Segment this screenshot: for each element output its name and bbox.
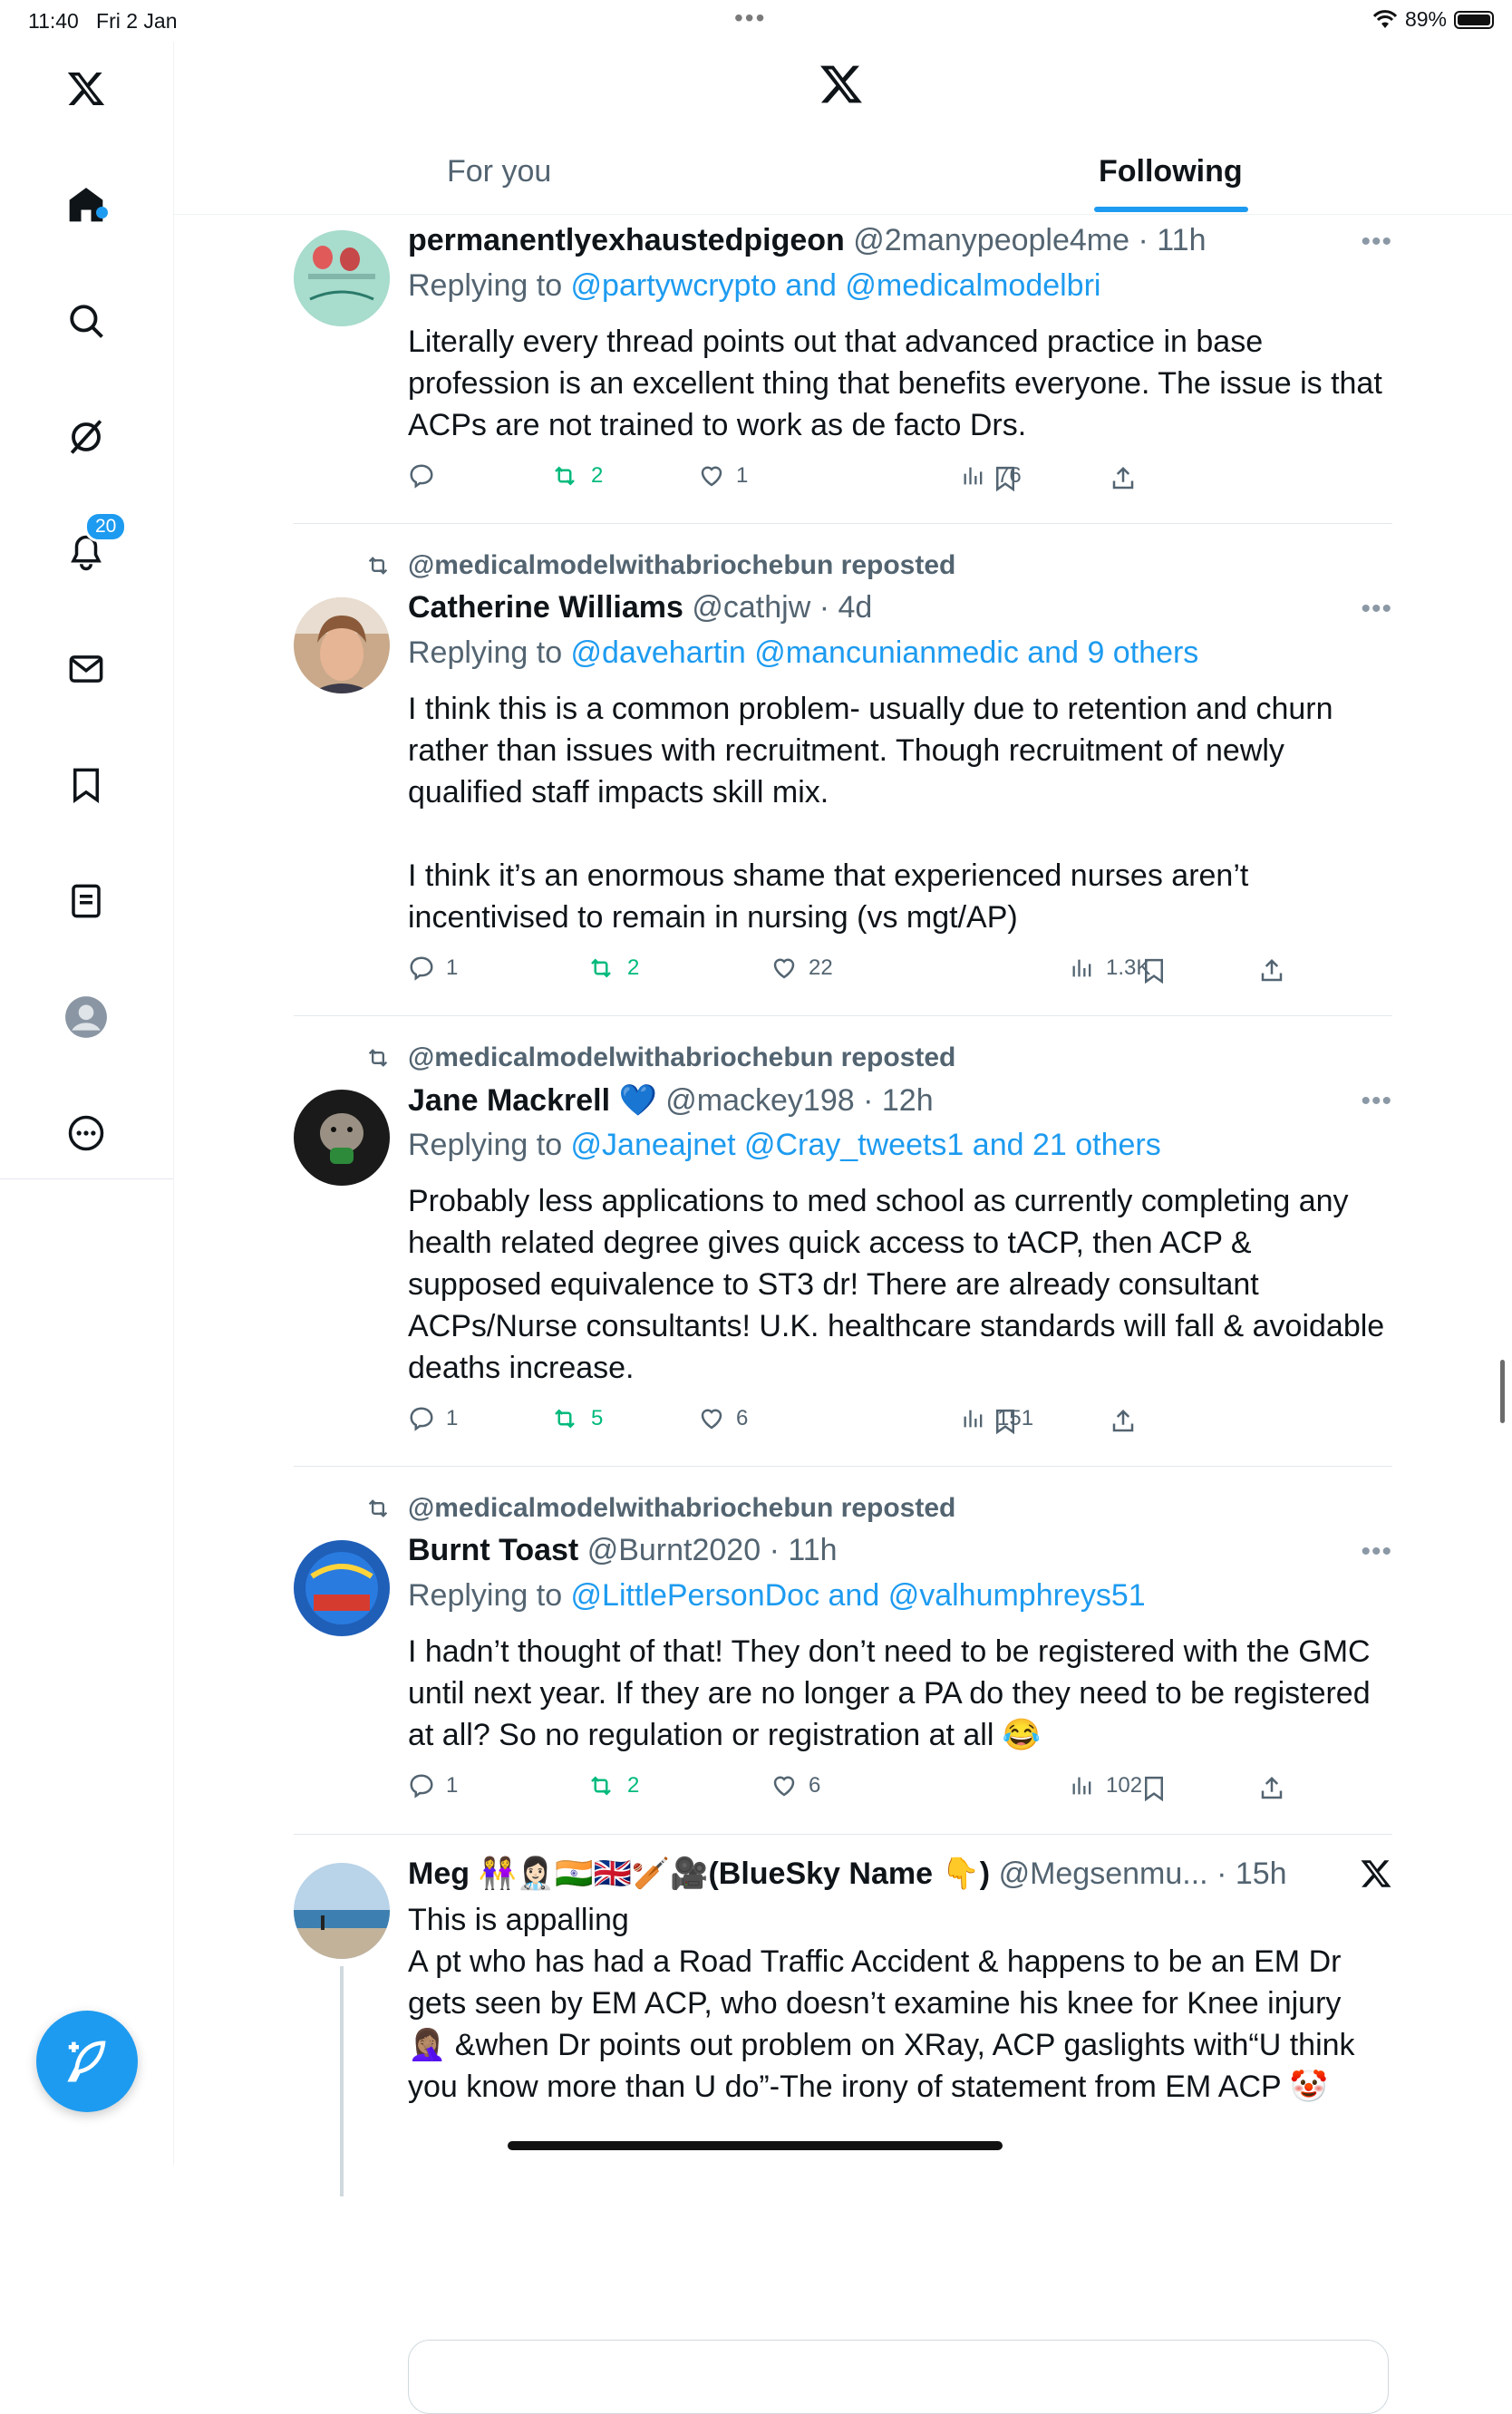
tweet-actions — [408, 1405, 1133, 1441]
search-icon[interactable] — [57, 292, 115, 350]
author-handle[interactable]: @Burnt2020 — [586, 1533, 761, 1567]
views-icon — [961, 462, 986, 490]
sidebar — [0, 42, 174, 2165]
author-name[interactable]: permanentlyexhaustedpigeon — [408, 223, 845, 257]
views-button[interactable]: 1.3K — [1070, 955, 1150, 982]
bookmark-button[interactable] — [1140, 1774, 1168, 1808]
tweet-time[interactable]: · 15h — [1216, 1857, 1287, 1891]
tweet-actions — [408, 462, 1133, 499]
tweet[interactable] — [294, 214, 1392, 524]
x-logo-icon[interactable] — [57, 60, 115, 118]
author-handle[interactable]: @2manypeople4me — [853, 223, 1130, 257]
tweet-header — [408, 1856, 1287, 1892]
tweet-text: I think this is a common problem- usually due to retention and churn rather than issues with recruitment. Though recruitment of newly qualified staff impacts skill mix. I think it’s an enormous shame that experienced nurses aren’t incentivised to remain in nursing (vs mgt/AP) — [408, 692, 1333, 935]
avatar[interactable] — [294, 1863, 390, 1959]
home-indicator[interactable] — [508, 2141, 1003, 2150]
heart-icon — [698, 1405, 725, 1432]
reply-icon — [408, 955, 435, 982]
status-time: 11:40 Fri 2 Jan — [28, 9, 178, 33]
x-logo-icon — [1360, 1857, 1392, 1895]
share-icon — [1258, 956, 1285, 985]
replying-to: Replying to @Janeajnet @Cray_tweets1 and 21 others — [408, 1128, 1161, 1162]
lists-icon[interactable] — [57, 872, 115, 930]
tweet-time[interactable]: · 11h — [1138, 223, 1207, 257]
tweet-header — [408, 1533, 838, 1568]
header-x-logo-icon — [818, 62, 865, 111]
more-options-icon[interactable]: ••• — [1361, 1086, 1392, 1116]
author-handle[interactable]: @cathjw — [692, 590, 811, 625]
tweet-text: I hadn’t thought of that! They don’t need to be registered with the GMC until next year. If they are no longer a PA do they need to be registered at all? So no regulation or registration at all 😂 — [408, 1634, 1380, 1752]
battery-percent: 89% — [1404, 7, 1447, 31]
share-button[interactable] — [1258, 1774, 1285, 1808]
author-name[interactable]: Burnt Toast — [408, 1533, 579, 1567]
share-icon — [1110, 1407, 1137, 1436]
reply-mentions[interactable]: @partywcrypto and @medicalmodelbri — [570, 268, 1101, 303]
reply-button[interactable] — [408, 462, 446, 490]
tweet-header — [408, 1082, 934, 1119]
share-button[interactable] — [1110, 1407, 1137, 1440]
reply-icon — [408, 1772, 435, 1799]
tab-following[interactable]: Following — [1099, 154, 1243, 189]
more-icon[interactable] — [57, 1104, 115, 1162]
scrollbar[interactable] — [1500, 1360, 1505, 1423]
avatar[interactable] — [294, 1540, 390, 1636]
grok-icon[interactable] — [57, 408, 115, 466]
tweet-header — [408, 223, 1206, 258]
share-icon — [1258, 1774, 1285, 1803]
tweet-text: Literally every thread points out that advanced practice in base profession is an excellent thing that benefits everyone. The issue is that ACPs are not trained to work as de facto Drs. — [408, 325, 1390, 442]
avatar[interactable] — [294, 230, 390, 326]
tweet[interactable] — [294, 1015, 1392, 1467]
replying-to: Replying to @davehartin @mancunianmedic and 9 others — [408, 635, 1199, 670]
retweet-icon — [549, 1405, 580, 1432]
sidebar-divider — [0, 1178, 173, 1179]
multitask-dots[interactable]: ••• — [734, 4, 767, 32]
tweet[interactable] — [294, 523, 1392, 1016]
status-bar — [0, 0, 1512, 42]
home-icon[interactable] — [57, 176, 115, 234]
more-options-icon[interactable]: ••• — [1361, 594, 1392, 624]
retweet-button[interactable]: 2 — [549, 462, 603, 490]
bookmark-button[interactable] — [992, 1407, 1019, 1440]
author-name[interactable]: Jane Mackrell 💙 — [408, 1083, 657, 1118]
retweet-button[interactable]: 2 — [586, 1772, 639, 1799]
views-button[interactable]: 151 — [961, 1405, 1033, 1432]
bookmark-icon — [992, 464, 1019, 493]
replying-to: Replying to @LittlePersonDoc and @valhumphreys51 — [408, 1578, 1146, 1613]
share-icon — [1110, 464, 1137, 493]
reply-button[interactable]: 1 — [408, 1772, 458, 1799]
bookmark-icon — [1140, 1774, 1168, 1803]
retweet-icon — [363, 553, 393, 578]
heart-icon — [771, 1772, 798, 1799]
heart-icon — [771, 955, 798, 982]
reply-mentions[interactable]: @LittlePersonDoc and @valhumphreys51 — [570, 1578, 1146, 1613]
retweet-icon — [549, 462, 580, 490]
reply-icon — [408, 462, 435, 490]
like-button[interactable]: 6 — [771, 1772, 820, 1799]
status-right — [1372, 7, 1494, 32]
share-button[interactable] — [1110, 464, 1137, 498]
retweet-icon — [363, 1496, 393, 1521]
bookmark-button[interactable] — [1140, 956, 1168, 990]
compose-post-button[interactable] — [36, 2011, 138, 2112]
tweet-time[interactable]: · 4d — [819, 590, 873, 625]
avatar[interactable] — [294, 1090, 390, 1186]
author-name[interactable]: Catherine Williams — [408, 590, 683, 625]
compose-feather-icon — [63, 2037, 111, 2086]
avatar[interactable] — [294, 597, 390, 693]
author-handle[interactable]: @mackey198 — [665, 1083, 855, 1118]
repost-context: @medicalmodelwithabriochebun reposted — [363, 1493, 955, 1524]
tweet-header — [408, 590, 872, 625]
heart-icon — [698, 462, 725, 490]
reply-icon — [408, 1405, 435, 1432]
reply-button[interactable]: 1 — [408, 955, 458, 982]
tweet[interactable] — [294, 1466, 1392, 1835]
tweet-text: This is appalling A pt who has had a Road Traffic Accident & happens to be an EM Dr gets seen by EM ACP, who doesn’t examine his knee for Knee injury 🤦🏽‍♀️ &when Dr points out problem on XRay, ACP gaslights with“U think you know more than U do”-The irony of statement from EM ACP 🤡 — [408, 1903, 1355, 2104]
reply-mentions[interactable]: @davehartin @mancunianmedic and 9 others — [570, 635, 1199, 670]
reply-mentions[interactable]: @Janeajnet @Cray_tweets1 and 21 others — [570, 1128, 1161, 1162]
views-icon — [961, 1405, 986, 1432]
bookmark-icon — [1140, 956, 1168, 985]
tweet-actions — [408, 955, 1151, 991]
more-options-icon[interactable]: ••• — [1361, 1537, 1392, 1566]
replying-to: Replying to @partywcrypto and @medicalmodelbri — [408, 268, 1101, 303]
retweet-button[interactable]: 5 — [549, 1405, 603, 1432]
author-name[interactable]: Meg 👭👩🏻‍⚕️🇮🇳🇬🇧🏏🎥(BlueSky Name 👇) — [408, 1857, 991, 1891]
more-options-icon[interactable]: ••• — [1361, 227, 1392, 257]
views-icon — [1070, 955, 1095, 982]
quoted-tweet-card[interactable] — [408, 2340, 1389, 2414]
bookmarks-icon[interactable] — [57, 756, 115, 814]
retweet-icon — [363, 1045, 393, 1071]
thread-connector — [340, 1966, 344, 2196]
reply-button[interactable]: 1 — [408, 1405, 458, 1432]
notifications-badge: 20 — [84, 511, 127, 542]
tweet-time[interactable]: · 12h — [863, 1083, 934, 1118]
active-tab-indicator — [1094, 207, 1248, 212]
repost-context: @medicalmodelwithabriochebun reposted — [363, 550, 955, 581]
author-handle[interactable]: @Megsenmu... — [998, 1857, 1208, 1891]
repost-context: @medicalmodelwithabriochebun reposted — [363, 1042, 955, 1073]
tweet-text: Probably less applications to med school as currently completing any health related degree gives quick access to tACP, then ACP & supposed equivalence to ST3 dr! There are already consultant ACPs/Nurse consultants! U.K. healthcare standards will fall & avoidable deaths increase. — [408, 1184, 1393, 1385]
views-icon — [1070, 1772, 1095, 1799]
messages-icon[interactable] — [57, 640, 115, 698]
bookmark-icon — [992, 1407, 1019, 1436]
tweet-actions — [408, 1772, 1143, 1808]
like-button[interactable]: 1 — [698, 462, 748, 490]
profile-icon[interactable] — [57, 988, 115, 1046]
home-unread-dot — [96, 207, 108, 218]
views-button[interactable]: 102 — [1070, 1772, 1142, 1799]
like-button[interactable]: 6 — [698, 1405, 748, 1432]
tab-for-you[interactable]: For you — [447, 154, 552, 189]
timeline-header — [174, 42, 1512, 215]
bookmark-button[interactable] — [992, 464, 1019, 498]
retweet-button[interactable]: 2 — [586, 955, 639, 982]
retweet-icon — [586, 955, 616, 982]
share-button[interactable] — [1258, 956, 1285, 990]
like-button[interactable]: 22 — [771, 955, 833, 982]
views-button[interactable]: 76 — [961, 462, 1022, 490]
battery-icon — [1454, 11, 1494, 29]
wifi-icon — [1372, 10, 1398, 30]
retweet-icon — [586, 1772, 616, 1799]
tweet-time[interactable]: · 11h — [769, 1533, 838, 1567]
